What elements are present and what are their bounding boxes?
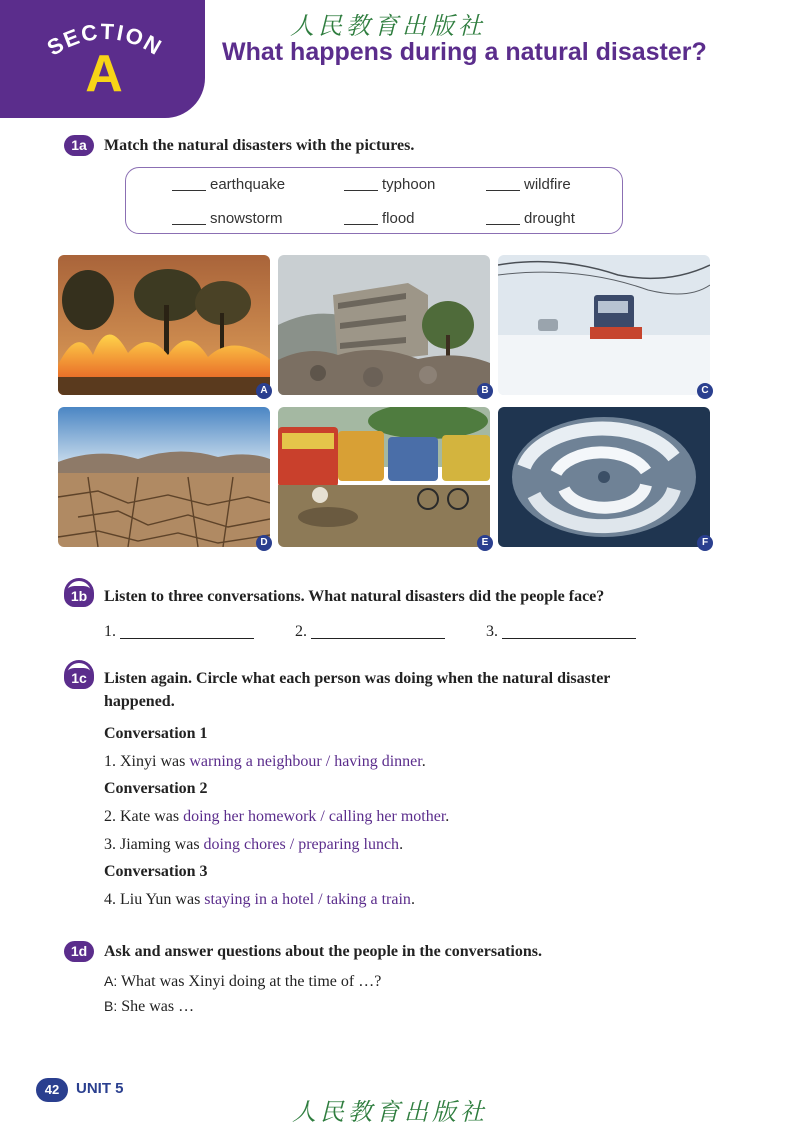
- flood-photo: [278, 407, 490, 547]
- wildfire-photo: [58, 255, 270, 395]
- publisher-logo-top: 人民教育出版社: [290, 14, 486, 40]
- dialogue-line-a: A: What was Xinyi doing at the time of …?: [104, 973, 382, 990]
- page-number: 42: [36, 1078, 68, 1102]
- word-flood[interactable]: flood: [344, 210, 415, 227]
- badge-1c: 1c: [64, 668, 94, 689]
- word-earthquake[interactable]: earthquake: [172, 176, 285, 193]
- section-tab: [0, 0, 205, 118]
- answer-2[interactable]: 2.: [295, 622, 445, 641]
- option-having-dinner[interactable]: having dinner: [334, 753, 422, 770]
- option-doing-chores[interactable]: doing chores: [203, 836, 286, 853]
- photo-label-b: B: [477, 383, 493, 399]
- answer-3[interactable]: 3.: [486, 622, 636, 641]
- question-4: 4. Liu Yun was staying in a hotel / taking a train.: [104, 891, 415, 908]
- option-preparing-lunch[interactable]: preparing lunch: [298, 836, 400, 853]
- instruction-1a: Match the natural disasters with the pictures.: [104, 137, 415, 154]
- photo-label-c: C: [697, 383, 713, 399]
- snowstorm-photo: [498, 255, 710, 395]
- option-staying-in-a-hotel[interactable]: staying in a hotel: [204, 891, 315, 908]
- drought-photo: [58, 407, 270, 547]
- earthquake-photo: [278, 255, 490, 395]
- option-warning-a-neighbour[interactable]: warning a neighbour: [189, 753, 322, 770]
- dialogue-line-b: B: She was …: [104, 998, 195, 1015]
- instruction-1b: Listen to three conversations. What natural disasters did the people face?: [104, 588, 605, 605]
- option-calling-her-mother[interactable]: calling her mother: [328, 808, 446, 825]
- photo-label-e: E: [477, 535, 493, 551]
- instruction-1c: Listen again. Circle what each person was doing when the natural disaster: [104, 670, 611, 687]
- photo-label-f: F: [697, 535, 713, 551]
- photo-label-d: D: [256, 535, 272, 551]
- unit-label: UNIT 5: [76, 1080, 124, 1097]
- question-2: 2. Kate was doing her homework / calling her mother.: [104, 808, 450, 825]
- word-snowstorm[interactable]: snowstorm: [172, 210, 283, 227]
- badge-1b: 1b: [64, 586, 94, 607]
- word-typhoon[interactable]: typhoon: [344, 176, 435, 193]
- photo-label-a: A: [256, 383, 272, 399]
- question-3: 3. Jiaming was doing chores / preparing lunch.: [104, 836, 404, 853]
- word-wildfire[interactable]: wildfire: [486, 176, 571, 193]
- section-letter: A: [85, 45, 123, 103]
- word-drought[interactable]: drought: [486, 210, 575, 227]
- question-1: 1. Xinyi was warning a neighbour / having dinner.: [104, 753, 426, 770]
- conversation-1-title: Conversation 1: [104, 725, 208, 742]
- conversation-3-title: Conversation 3: [104, 863, 208, 880]
- instruction-1c-cont: happened.: [104, 693, 175, 710]
- typhoon-photo: [498, 407, 710, 547]
- publisher-logo-bottom: 人民教育出版社: [292, 1100, 488, 1126]
- option-taking-a-train[interactable]: taking a train: [326, 891, 411, 908]
- badge-1d: 1d: [64, 941, 94, 962]
- instruction-1d: Ask and answer questions about the people in the conversations.: [104, 943, 542, 960]
- option-doing-her-homework[interactable]: doing her homework: [183, 808, 317, 825]
- conversation-2-title: Conversation 2: [104, 780, 208, 797]
- badge-1a: 1a: [64, 135, 94, 156]
- answer-1[interactable]: 1.: [104, 622, 254, 641]
- page-title: What happens during a natural disaster?: [222, 38, 707, 66]
- section-word: SECTION: [42, 22, 168, 61]
